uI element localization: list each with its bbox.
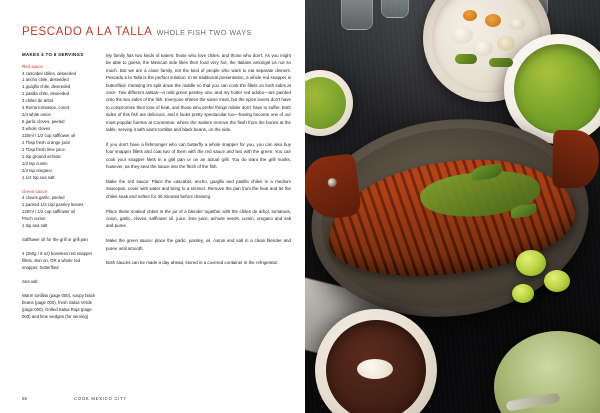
carrot-slice [485,14,501,27]
list-item: Pinch cumin [22,216,46,222]
list-item: 1 Tbsp fresh lime juice [22,146,65,152]
onion-piece [509,18,525,30]
drinking-glass [341,0,373,30]
servings-line: MAKES 4 TO 6 SERVINGS [22,52,84,57]
ingredient-group-heading: Red sauce [22,64,43,69]
list-item: 2 Tbsp fresh orange juice [22,140,71,146]
body-paragraph: Make the green sauce: place the garlic, parsley, oil, cumin and salt in a clean blender and puree until smooth. [106,238,291,251]
list-item: 1/4 tsp oregano [22,167,52,173]
crumbled-cheese [357,359,393,379]
body-column [104,52,291,328]
list-item: 120ml / 1/2 cup safflower oil [22,133,76,139]
list-item: 1/4 white onion [22,112,51,118]
jalapeno-slice [455,54,477,64]
list-item: 3 chiles de árbol [22,98,54,104]
lime-wedge [512,284,534,303]
running-head: COOK MEXICO CITY [74,396,127,401]
list-item: 1 tsp ground achiote [22,153,61,159]
list-item: 1 ancho chile, deseeded [22,77,69,83]
list-item: 4 cloves garlic, peeled [22,195,65,201]
ingredient-note: Sea salt [22,278,38,284]
body-paragraph: Place these soaked chiles in the jar of a blender together with the chiles de árbol, tomatoes, onion, garlic, cloves, safflower oil, juice, lime juice, achiote seeds, cumin, oregano and salt and puree. [106,208,291,229]
recipe-subtitle: WHOLE FISH TWO WAYS [156,28,252,37]
recipe-title-main: PESCADO A LA TALLA [22,26,153,38]
recipe-columns [22,52,291,328]
list-item: 3 whole cloves [22,126,51,132]
page-number: 56 [22,396,27,401]
list-item: 1/4 tsp cumin [22,160,48,166]
cauliflower-floret [451,26,473,44]
list-item: 1 pasilla chile, deseeded [22,91,70,97]
ingredient-group-green-sauce [22,189,96,230]
ingredient-group-heading: Green sauce [22,188,48,194]
ingredient-note: Warm tortillas (page 000), soupy black beans (page 000), fresh Salsa Verde (page 000), Grilled Salsa Roja (page 000) and lime wedges (for serving) [22,292,96,319]
ingredient-note: 4 (250g / 8 oz) boneless red snapper fillets, skin on, OR a whole red snapper, butterflied [22,250,93,270]
list-item: 5 garlic cloves, peeled [22,119,65,125]
food-photograph [305,0,600,413]
ingredient-group-red-sauce [22,64,96,182]
ingredients-column [22,52,104,328]
potato-chunk [497,36,515,51]
body-paragraph: Both sauces can be made a day ahead, stored in a covered container in the refrigerator. [106,260,279,266]
ingredient-list [22,195,96,230]
lime-wedge [544,270,570,292]
body-paragraph: Make the red sauce: Place the cascabel, ancho, guajillo and pasilla chiles in a medium saucepan, cover with water and bring to a simmer. Remove the pan from the heat and let the chiles soak and soften for 30 minutes before draining. [106,178,291,199]
jalapeno-slice [489,58,513,67]
list-item: 4 Roma tomatoes, cored [22,105,70,111]
body-paragraph: If you don't have a fishmonger who can butterfly a whole snapper for you, you can also buy four snapper fillets and coat two of them with the red sauce and two with the green. You can cook your snapper filets in a grill pan or on an actual grill. You do want the grill marks, however, as they sear the sauce into the flesh of the fish. [106,141,291,169]
recipe-photo-page [305,0,600,413]
ingredient-note: Safflower oil for the grill or grill pan [22,237,88,243]
list-item: 120ml / 1/2 cup safflower oil [22,209,76,215]
list-item: 1 guajillo chile, deseeded [22,84,71,90]
list-item: 4 cascabel chiles, deseeded [22,70,76,76]
list-item: 1 packed 1/2 cup parsley leaves [22,202,84,208]
body-paragraph: My family has two kinds of eaters: those who love chiles, and those who don't. As you might be able to guess, the Mexican side likes their food very hot, the Italians amongst us not so much. But we are a close family, not the kind of people who want to eat separate dinners. Pescado a la Talla is the perfect solution. In its traditional presentation, a whole red snapper is butterflied, meaning it's split down the middle so that you can cook the fillets on both sides at once. Two different salsas—a mild green parsley one, and my hotter red adobo—are painted onto the two sides of the fish. Everyone shares the same meal, but the spice lovers don't have to compromise their love of heat, and those who prefer things milder don't have to suffer. Both sides of this fish are delicious, and it looks pretty spectacular too—having become one of our most popular fuertes at Contramar, where the waiters remove the flesh from the bones at the table, serving it with warm tortillas and black beans, on the side. [106,53,291,132]
carrot-slice [463,10,477,21]
ingredient-list [22,71,96,182]
list-item: 1 1/2 tsp sea salt [22,174,55,180]
drinking-glass [381,0,409,18]
page-title [22,26,291,38]
list-item: 1 tsp sea salt [22,223,48,229]
lime-wedge [516,250,546,276]
fish-head [305,153,362,221]
cauliflower-floret [473,40,493,56]
